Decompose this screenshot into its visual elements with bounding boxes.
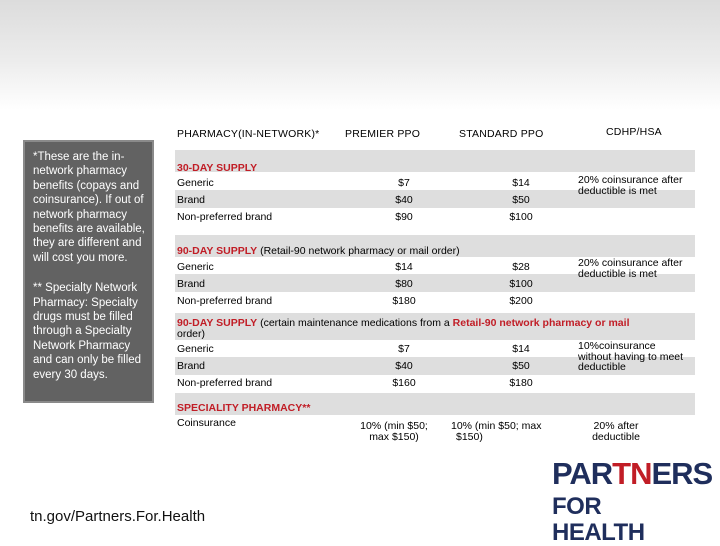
standard-nonpref-90: $200	[509, 295, 533, 307]
standard-brand-30: $50	[512, 194, 530, 206]
premier-brand-maint: $40	[395, 360, 413, 372]
row-label-brand: Brand	[177, 194, 206, 206]
row-label-non-preferred-brand: Non-preferred brand	[177, 295, 273, 307]
row-label-generic: Generic	[177, 177, 214, 189]
premier-generic-maint: $7	[398, 343, 410, 355]
standard-generic-90: $28	[512, 261, 530, 273]
logo-line-2: FOR HEALTH	[552, 493, 645, 546]
specialty-note: ** Specialty Network Pharmacy: Specialty drugs must be filled through a Specialty Network Pharmacy and can only be filled every 30 days.	[33, 282, 142, 381]
block-title-90-day-maintenance: 90-DAY SUPPLY (certain maintenance medications from a Retail-90 network pharmacy or mail order)	[177, 317, 630, 340]
standard-brand-maint: $50	[512, 360, 530, 372]
row-label-brand: Brand	[177, 278, 206, 290]
premier-nonpref-maint: $160	[392, 377, 416, 389]
premier-brand-30: $40	[395, 194, 413, 206]
row-label-non-preferred-brand: Non-preferred brand	[177, 377, 273, 389]
premier-generic-90: $14	[395, 261, 413, 273]
row-label-non-preferred-brand: Non-preferred brand	[177, 211, 273, 223]
standard-generic-30: $14	[512, 177, 530, 189]
header-gradient-band	[0, 0, 720, 110]
footer-url[interactable]: tn.gov/Partners.For.Health	[30, 508, 206, 525]
standard-nonpref-30: $100	[509, 211, 533, 223]
row-label-generic: Generic	[177, 343, 214, 355]
standard-specialty: 10% (min $50; max $150)	[451, 420, 542, 443]
premier-generic-30: $7	[398, 177, 410, 189]
standard-nonpref-maint: $180	[509, 377, 533, 389]
block-title-30-day: 30-DAY SUPPLY	[177, 162, 258, 174]
premier-specialty: 10% (min $50; max $150)	[360, 420, 428, 443]
cdhp-30-day: 20% coinsurance after deductible is met	[578, 174, 683, 197]
header-cdhp-hsa: CDHP/HSA	[606, 126, 662, 138]
standard-brand-90: $100	[509, 278, 533, 290]
premier-brand-90: $80	[395, 278, 413, 290]
header-standard-ppo: STANDARD PPO	[459, 128, 544, 140]
partners-for-health-logo	[552, 456, 713, 546]
row-label-coinsurance: Coinsurance	[177, 417, 236, 429]
in-network-note: *These are the in-network pharmacy benefits (copays and coinsurance). If out of network pharmacy benefits are available, they are different and will cost you more.	[33, 151, 145, 264]
premier-nonpref-90: $180	[392, 295, 416, 307]
block-title-90-day-retail: 90-DAY SUPPLY (Retail-90 network pharmacy or mail order)	[177, 245, 460, 257]
notes-panel	[23, 140, 154, 403]
row-label-generic: Generic	[177, 261, 214, 273]
header-pharmacy: PHARMACY(IN-NETWORK)*	[177, 128, 320, 140]
logo-line-1: PARTNERS	[552, 456, 713, 491]
block-title-specialty: SPECIALITY PHARMACY**	[177, 402, 311, 414]
cdhp-90-day-retail: 20% coinsurance after deductible is met	[578, 257, 683, 280]
row-label-brand: Brand	[177, 360, 206, 372]
premier-nonpref-30: $90	[395, 211, 413, 223]
cdhp-90-day-maintenance: 10%coinsurance without having to meet deductible	[578, 340, 684, 373]
cdhp-specialty: 20% after deductible	[592, 420, 640, 443]
standard-generic-maint: $14	[512, 343, 530, 355]
header-premier-ppo: PREMIER PPO	[345, 128, 421, 140]
